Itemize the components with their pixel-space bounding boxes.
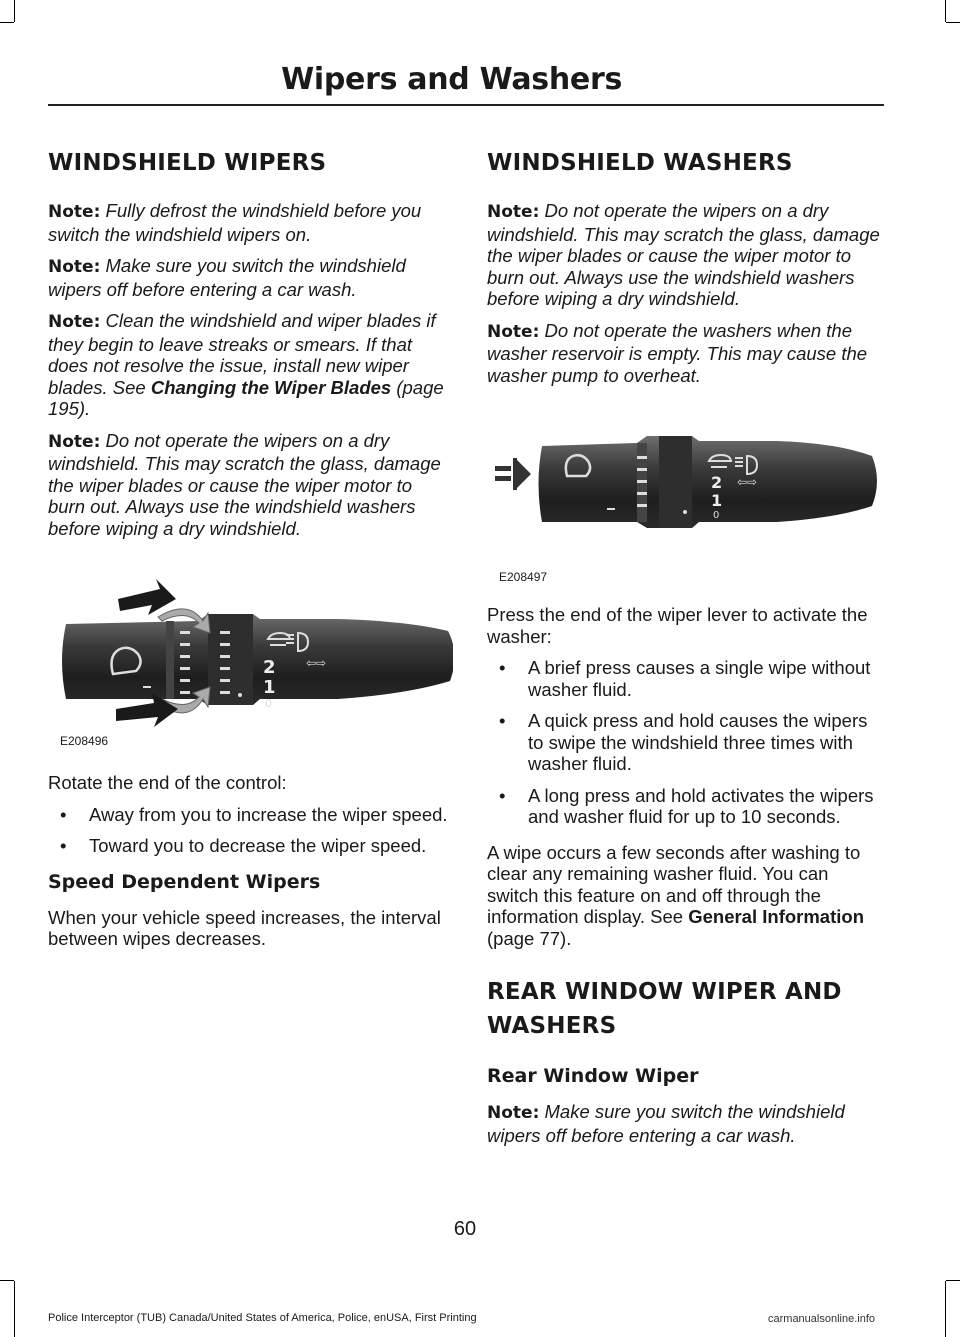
rotate-list <box>48 804 448 857</box>
sub-heading: Rear Window Wiper <box>487 1065 699 1087</box>
bullet-icon: • <box>499 784 506 806</box>
arrow-symbols: ⇦⇨ <box>306 656 327 670</box>
bullet-icon: • <box>499 657 506 678</box>
press-arrow-icon <box>495 458 531 490</box>
press-list <box>487 657 882 828</box>
page-title: Wipers and Washers <box>281 62 622 97</box>
section-heading: WINDSHIELD WASHERS <box>487 150 793 176</box>
bullet-icon: • <box>60 803 67 825</box>
cross-reference-link[interactable]: General Information <box>688 906 864 927</box>
speed-label-2: 2 <box>263 657 276 678</box>
wiper-lever-illustration <box>48 559 453 754</box>
off-label-0: 0 <box>265 697 272 710</box>
sub-heading: Speed Dependent Wipers <box>48 870 321 893</box>
figure-code: E208496 <box>60 734 109 748</box>
section-heading: REAR WINDOW WIPER AND WASHERS <box>487 979 842 1039</box>
section-heading: WINDSHIELD WIPERS <box>48 150 327 176</box>
crop-mark <box>14 0 15 22</box>
note: Note: Fully defrost the windshield before you switch the windshield wipers on. <box>48 200 422 245</box>
header-divider <box>48 104 884 106</box>
arrow-symbols: ⇦⇨ <box>737 475 758 489</box>
wiper-lever-illustration <box>487 426 882 586</box>
list-item: • Away from you to increase the wiper speed. <box>60 803 448 825</box>
crop-mark <box>946 1280 960 1281</box>
list-item: • A long press and hold activates the wipers and washer fluid for up to 10 seconds. <box>499 784 874 827</box>
note: Note: Do not operate the wipers on a dry windshield. This may scratch the glass, damage the wiper blades or cause the wiper motor to burn out. Always use the windshield washers before wiping a dry windshield. <box>48 429 441 539</box>
crop-mark <box>0 1280 14 1281</box>
list-item: • A brief press causes a single wipe without washer fluid. <box>499 657 871 700</box>
watermark: carmanualsonline.info <box>768 1313 876 1325</box>
rotate-up-arrow-icon <box>118 579 176 615</box>
crop-mark <box>0 22 14 23</box>
speed-label-1: 1 <box>711 491 723 510</box>
off-label-0: 0 <box>713 510 720 521</box>
footer-text: Police Interceptor (TUB) Canada/United States of America, Police, enUSA, First Printing <box>48 1312 477 1324</box>
press-intro: Press the end of the wiper lever to activate the washer: <box>487 604 868 647</box>
speed-label-1: 1 <box>263 677 276 698</box>
speed-label-2: 2 <box>711 473 723 492</box>
crop-mark <box>945 1281 946 1337</box>
page-number: 60 <box>453 1218 477 1240</box>
paragraph: A wipe occurs a few seconds after washing to clear any remaining washer fluid. You can switch this feature on and off through the information display. See General Information (page 77). <box>487 841 864 949</box>
crop-mark <box>14 1281 15 1337</box>
note: Note: Do not operate the wipers on a dry windshield. This may scratch the glass, damage the wiper blades or cause the wiper motor to burn out. Always use the windshield washers before wiping a dry windshield. <box>487 200 880 309</box>
paragraph: When your vehicle speed increases, the interval between wipes decreases. <box>48 906 441 949</box>
wiper-lever-press-figure <box>487 426 882 586</box>
note: Note: Make sure you switch the windshield wipers off before entering a car wash. <box>487 1101 845 1146</box>
list-item: • A quick press and hold causes the wipers to swipe the windshield three times with washer fluid. <box>499 710 868 774</box>
crop-mark <box>945 0 946 22</box>
left-column <box>48 148 448 960</box>
crop-mark <box>946 22 960 23</box>
cross-reference-link[interactable]: Changing the Wiper Blades <box>150 376 392 398</box>
note: Note: Clean the windshield and wiper blades if they begin to leave streaks or smears. If that does not resolve the issue, install new wiper blades. See Changing the Wiper Blades (page 195). <box>48 310 444 419</box>
list-item: • Toward you to decrease the wiper speed. <box>60 835 427 856</box>
figure-code: E208497 <box>499 570 548 584</box>
note: Note: Make sure you switch the windshield wipers off before entering a car wash. <box>48 255 406 300</box>
wiper-lever-rotate-figure <box>48 559 453 754</box>
rotate-intro: Rotate the end of the control: <box>48 772 287 793</box>
right-column <box>487 148 882 1156</box>
bullet-icon: • <box>499 710 506 731</box>
bullet-icon: • <box>60 835 67 856</box>
note: Note: Do not operate the washers when the washer reservoir is empty. This may cause the washer pump to overheat. <box>487 319 868 386</box>
